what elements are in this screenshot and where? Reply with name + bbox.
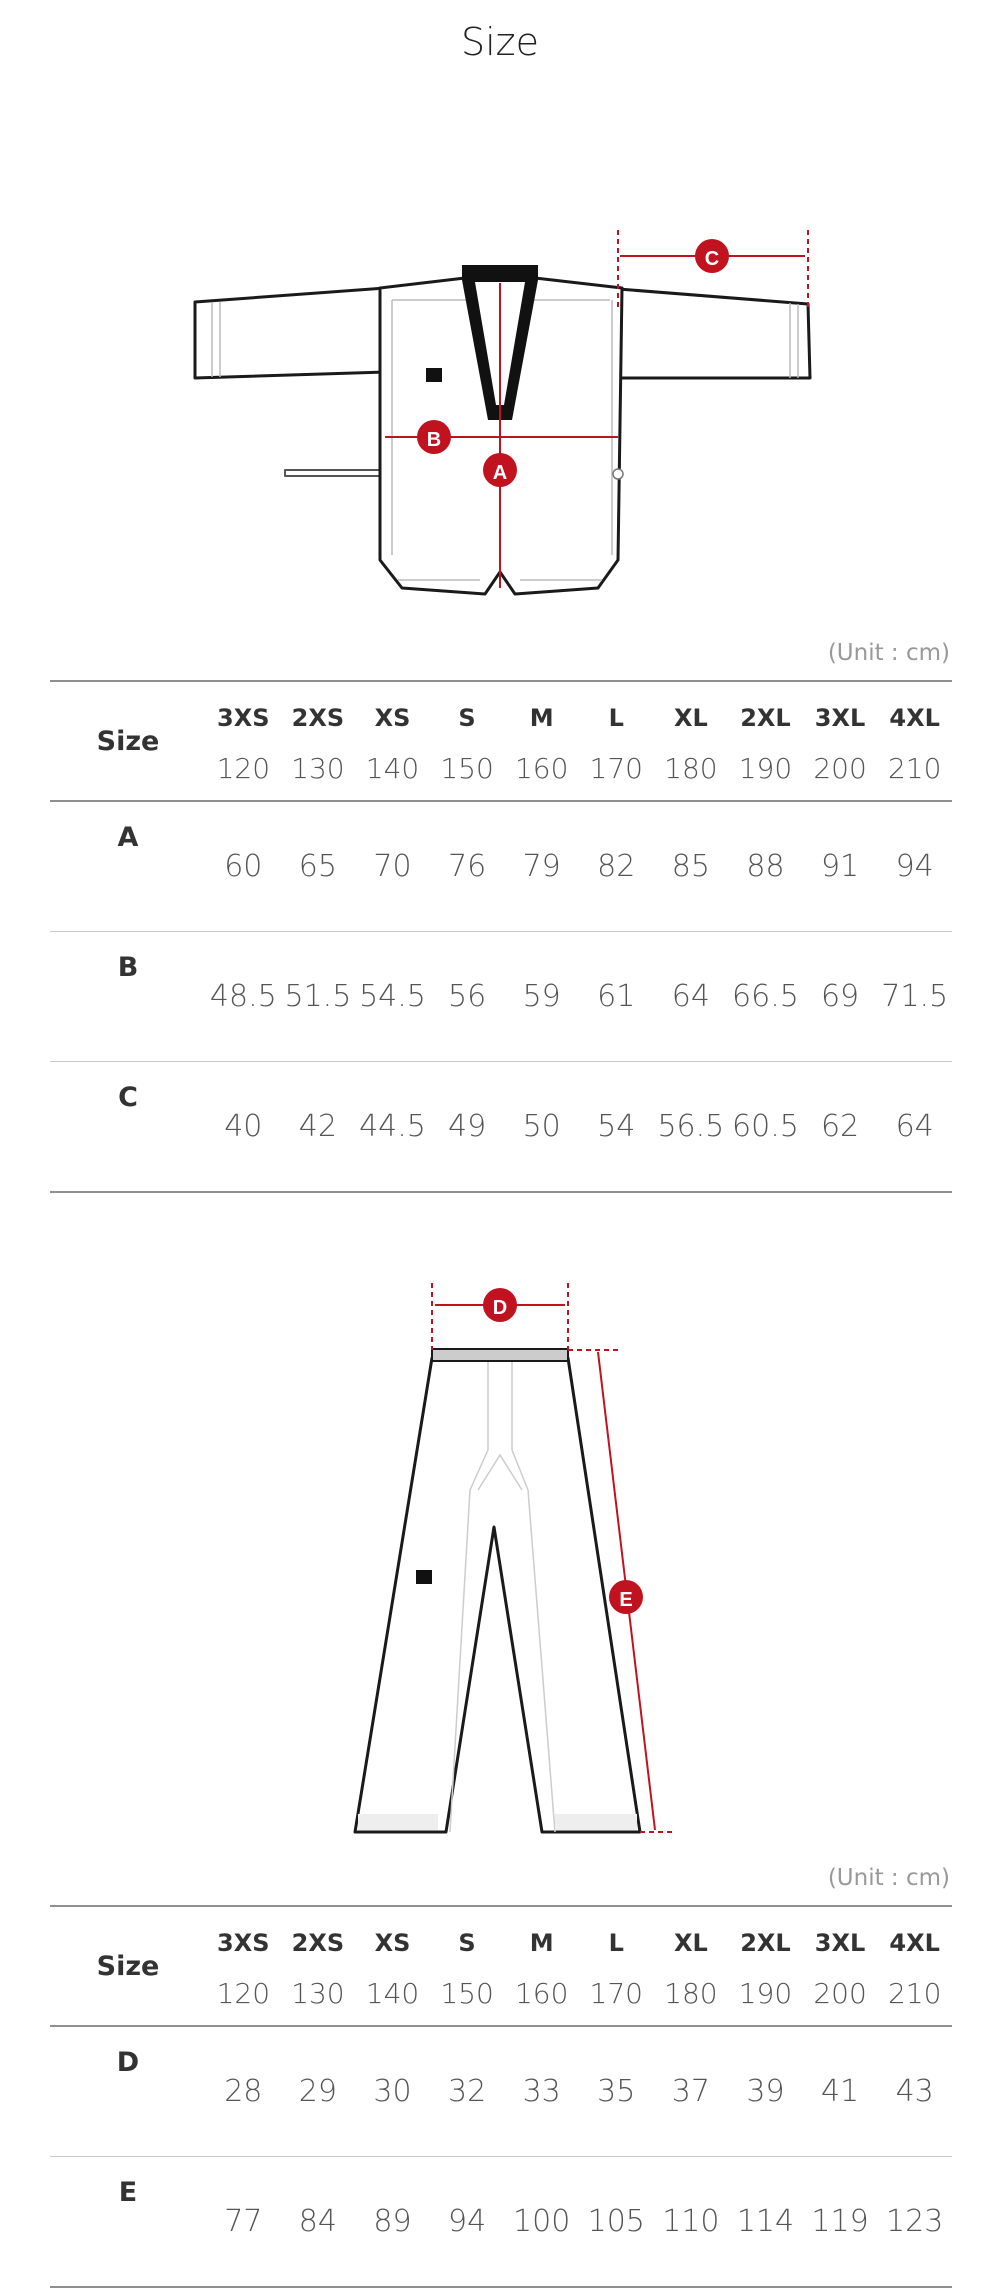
table-cell: 70 [355, 801, 430, 932]
height-value: 130 [281, 1970, 356, 2026]
size-code: 4XL [889, 704, 940, 732]
row-label: B [50, 932, 206, 1062]
table-cell: 91 [803, 801, 878, 932]
marker-a: A [492, 462, 508, 484]
table-cell: 88 [728, 801, 803, 932]
height-value: 190 [728, 745, 803, 801]
table-cell: 119 [803, 2157, 878, 2288]
height-value: 210 [877, 1970, 952, 2026]
table-cell: 100 [504, 2157, 579, 2288]
height-value: 180 [654, 1970, 729, 2026]
row-label: D [50, 2026, 206, 2157]
table-cell: 35 [579, 2026, 654, 2157]
size-code: XS [374, 704, 411, 732]
table-cell: 28 [206, 2026, 281, 2157]
table-cell: 110 [654, 2157, 729, 2288]
table-cell: 54 [579, 1062, 654, 1193]
height-value: 150 [430, 745, 505, 801]
table-cell: 48.5 [206, 932, 281, 1062]
jacket-size-table [50, 680, 952, 1193]
table-cell: 94 [430, 2157, 505, 2288]
jacket-size-row [50, 681, 952, 745]
size-code: 3XL [814, 1929, 866, 1957]
table-cell: 82 [579, 801, 654, 932]
height-value: 140 [355, 745, 430, 801]
table-cell: 94 [877, 801, 952, 932]
size-header: Size [50, 681, 206, 801]
height-value: 200 [803, 1970, 878, 2026]
table-row-d [50, 2026, 952, 2157]
marker-c: C [704, 248, 720, 270]
table-cell: 56.5 [654, 1062, 729, 1193]
table-cell: 89 [355, 2157, 430, 2288]
table-cell: 50 [504, 1062, 579, 1193]
size-code: M [529, 1929, 554, 1957]
table-cell: 105 [579, 2157, 654, 2288]
table-cell: 42 [281, 1062, 356, 1193]
size-code: S [458, 704, 476, 732]
table-cell: 60 [206, 801, 281, 932]
height-value: 120 [206, 1970, 281, 2026]
table-cell: 41 [803, 2026, 878, 2157]
height-value: 140 [355, 1970, 430, 2026]
table-cell: 66.5 [728, 932, 803, 1062]
table-cell: 69 [803, 932, 878, 1062]
table-row-c [50, 1062, 952, 1193]
jacket-unit-note: (Unit : cm) [827, 640, 950, 666]
table-cell: 33 [504, 2026, 579, 2157]
height-value: 170 [579, 1970, 654, 2026]
table-cell: 71.5 [877, 932, 952, 1062]
page-title: Size [460, 20, 539, 64]
size-code: XL [673, 1929, 708, 1957]
table-cell: 49 [430, 1062, 505, 1193]
height-value: 170 [579, 745, 654, 801]
table-cell: 39 [728, 2026, 803, 2157]
table-cell: 59 [504, 932, 579, 1062]
table-cell: 76 [430, 801, 505, 932]
table-cell: 85 [654, 801, 729, 932]
table-row-b [50, 932, 952, 1062]
size-code: L [608, 704, 624, 732]
table-cell: 84 [281, 2157, 356, 2288]
size-code: XL [673, 704, 708, 732]
row-label: C [50, 1062, 206, 1193]
size-code: 3XS [217, 1929, 270, 1957]
table-cell: 29 [281, 2026, 356, 2157]
table-cell: 123 [877, 2157, 952, 2288]
size-code: 2XL [740, 704, 791, 732]
table-cell: 64 [654, 932, 729, 1062]
height-value: 180 [654, 745, 729, 801]
table-cell: 79 [504, 801, 579, 932]
table-cell: 61 [579, 932, 654, 1062]
pants-illustration [0, 1270, 1000, 1850]
size-header: Size [50, 1906, 206, 2026]
row-label: E [50, 2157, 206, 2288]
table-cell: 30 [355, 2026, 430, 2157]
height-value: 150 [430, 1970, 505, 2026]
table-cell: 32 [430, 2026, 505, 2157]
pants-size-table [50, 1905, 952, 2288]
height-value: 210 [877, 745, 952, 801]
height-value: 160 [504, 745, 579, 801]
size-code: 3XS [217, 704, 270, 732]
table-row-e [50, 2157, 952, 2288]
row-label: A [50, 801, 206, 932]
size-code: 2XS [291, 1929, 345, 1957]
size-code: XS [374, 1929, 411, 1957]
size-code: 2XL [740, 1929, 791, 1957]
size-code: 2XS [291, 704, 345, 732]
size-code: L [608, 1929, 624, 1957]
marker-b: B [426, 429, 442, 451]
marker-e: E [619, 1589, 633, 1611]
table-cell: 65 [281, 801, 356, 932]
table-cell: 51.5 [281, 932, 356, 1062]
marker-d: D [492, 1297, 508, 1319]
height-value: 130 [281, 745, 356, 801]
jacket-illustration [0, 200, 1000, 620]
table-cell: 77 [206, 2157, 281, 2288]
table-cell: 62 [803, 1062, 878, 1193]
table-cell: 43 [877, 2026, 952, 2157]
table-cell: 44.5 [355, 1062, 430, 1193]
height-value: 160 [504, 1970, 579, 2026]
size-code: 3XL [814, 704, 866, 732]
table-cell: 64 [877, 1062, 952, 1193]
table-cell: 56 [430, 932, 505, 1062]
pants-unit-note: (Unit : cm) [827, 1865, 950, 1891]
table-cell: 54.5 [355, 932, 430, 1062]
pants-size-row [50, 1906, 952, 1970]
table-cell: 114 [728, 2157, 803, 2288]
size-code: M [529, 704, 554, 732]
table-cell: 37 [654, 2026, 729, 2157]
height-value: 200 [803, 745, 878, 801]
table-cell: 60.5 [728, 1062, 803, 1193]
size-code: 4XL [889, 1929, 940, 1957]
height-value: 190 [728, 1970, 803, 2026]
size-code: S [458, 1929, 476, 1957]
table-row-a [50, 801, 952, 932]
table-cell: 40 [206, 1062, 281, 1193]
height-value: 120 [206, 745, 281, 801]
